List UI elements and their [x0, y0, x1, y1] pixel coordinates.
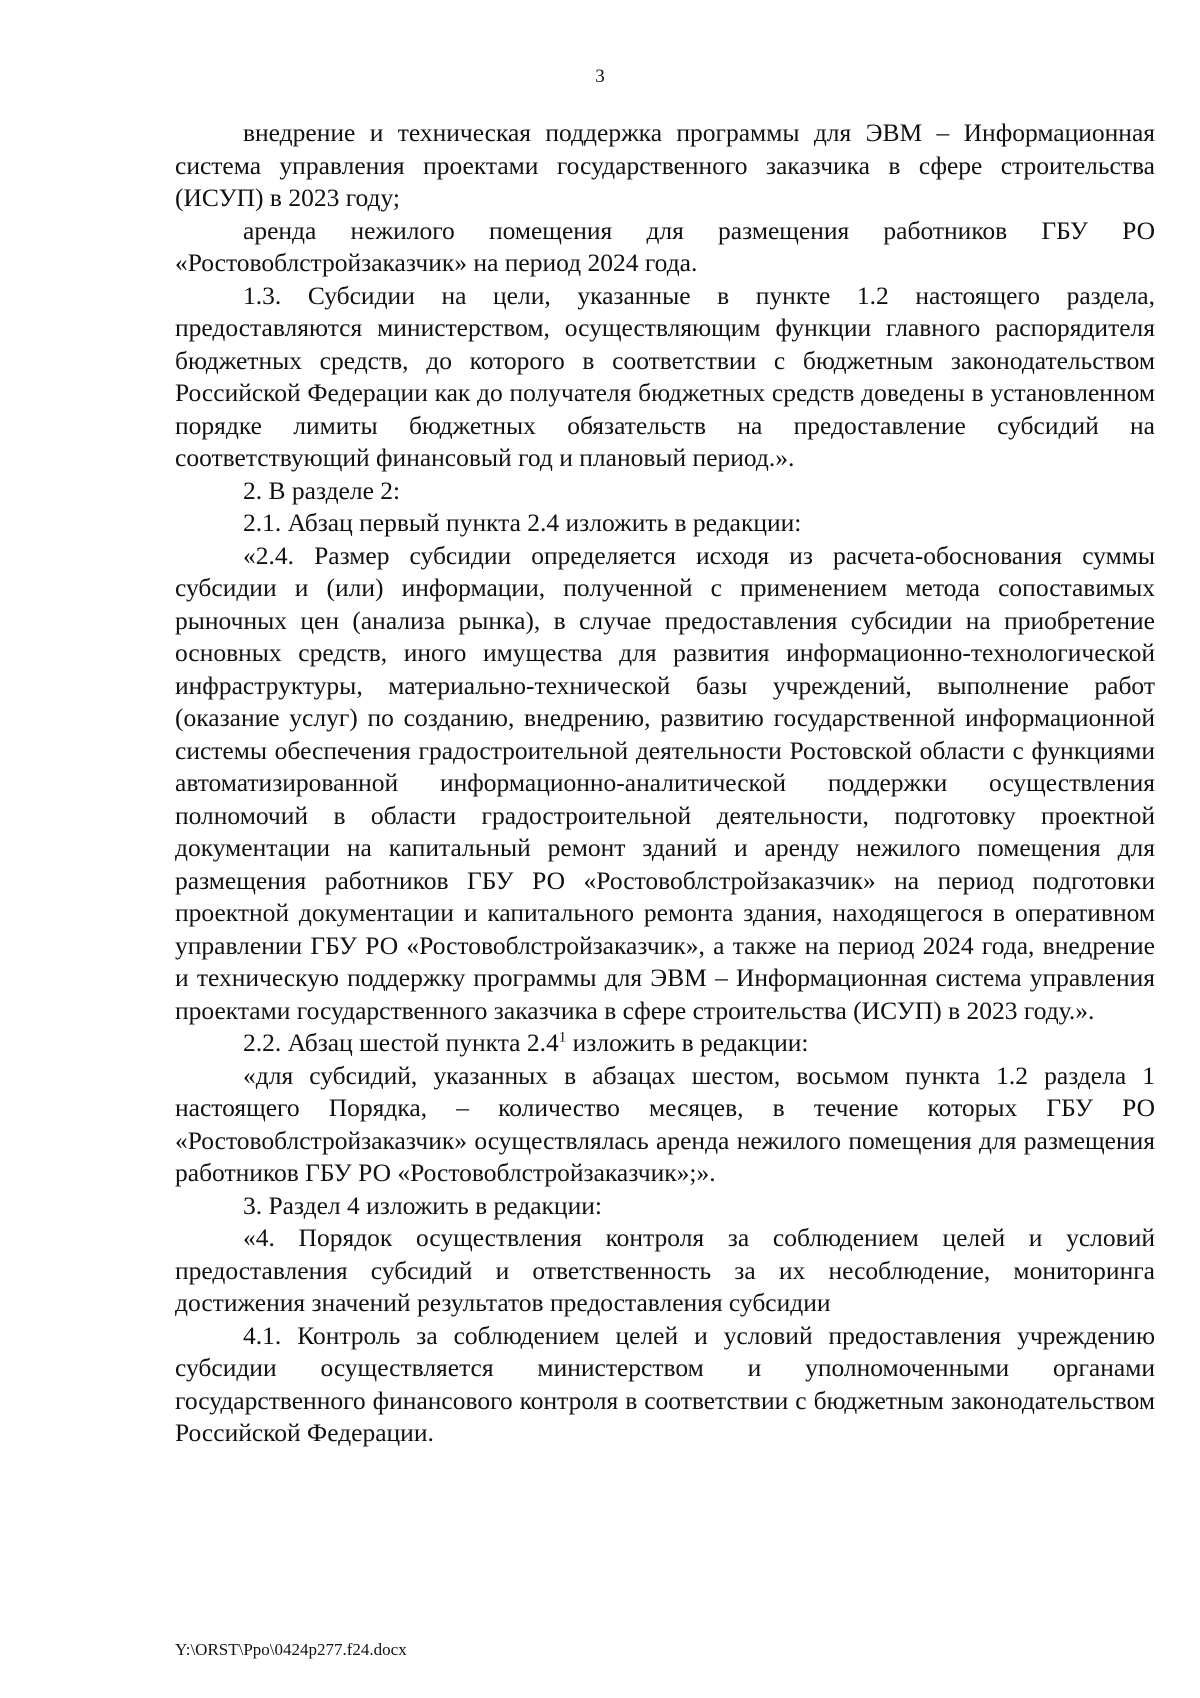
page-number: 3 — [595, 66, 605, 87]
paragraph-2-2-superscript: 1 — [558, 1029, 567, 1046]
section-4-heading: «4. Порядок осуществления контроля за соблюдением целей и условий предоставления субсидий и ответственность за их несоблюдение, мониторинга достижения значений результатов предоставления субсидии — [175, 1223, 1155, 1317]
paragraph-section-2: 2. В разделе 2: — [243, 475, 401, 505]
paragraph-1-3: 1.3. Субсидии на цели, указанные в пункте 1.2 настоящего раздела, предоставляются министерством, осуществляющим функции главного распорядителя бюджетных средств, до которого в соответствии с бюджетным законодательством Российской Федерации как до получателя бюджетных средств доведены в установленном порядке лимиты бюджетных обязательств на предоставление субсидий на соответствующий финансовый год и плановый период.». — [175, 280, 1155, 472]
paragraph-4-1: 4.1. Контроль за соблюдением целей и условий предоставления учреждению субсидии осуществляется министерством и уполномоченными органами государственного финансового контроля в соответствии с бюджетным законодательством Российской Федерации. — [175, 1320, 1155, 1447]
paragraph-2-2-before: 2.2. Абзац шестой пункта 2.4 — [243, 1028, 559, 1057]
paragraph-subsidy-months: «для субсидий, указанных в абзацах шестом, восьмом пункта 1.2 раздела 1 настоящего Порядка, – количество месяцев, в течение которых ГБУ РО «Ростовоблстройзаказчик» осуществлялась аренда нежилого помещения для размещения работников ГБУ РО «Ростовоблстройзаказчик»;». — [175, 1060, 1155, 1187]
document-body — [175, 117, 1155, 1450]
paragraph-2-2 — [175, 1027, 1155, 1060]
paragraph-isup-support: внедрение и техническая поддержка программы для ЭВМ – Информационная система управления проектами государственного заказчика в сфере строительства (ИСУП) в 2023 году; — [175, 118, 1155, 212]
paragraph-rent-2024: аренда нежилого помещения для размещения работников ГБУ РО «Ростовоблстройзаказчик» на период 2024 года. — [175, 215, 1155, 277]
paragraph-2-2-after: изложить в редакции: — [566, 1028, 809, 1057]
paragraph-2-4-text: «2.4. Размер субсидии определяется исходя из расчета-обоснования суммы субсидии и (или) информации, полученной с применением метода сопоставимых рыночных цен (анализа рынка), в случае предоставления субсидии на приобретение основных средств, иного имущества для развития информационно-технологической инфраструктуры, материально-технической базы учреждений, выполнение работ (оказание услуг) по созданию, внедрению, развитию государственной информационной системы обеспечения градостроительной деятельности Ростовской области с функциями автоматизированной информационно-аналитической поддержки осуществления полномочий в области градостроительной деятельности, подготовку проектной документации на капитальный ремонт зданий и аренду нежилого помещения для размещения работников ГБУ РО «Ростовоблстройзаказчик» на период подготовки проектной документации и капитального ремонта здания, находящегося в оперативном управлении ГБУ РО «Ростовоблстройзаказчик», а также на период 2024 года, внедрение и техническую поддержку программы для ЭВМ – Информационная система управления проектами государственного заказчика в сфере строительства (ИСУП) в 2023 году.». — [175, 540, 1155, 1025]
paragraph-section-4: 3. Раздел 4 изложить в редакции: — [243, 1190, 602, 1220]
paragraph-2-1: 2.1. Абзац первый пункта 2.4 изложить в редакции: — [243, 508, 802, 537]
file-path-footer: Y:\ORST\Ppo\0424p277.f24.docx — [175, 1640, 407, 1659]
